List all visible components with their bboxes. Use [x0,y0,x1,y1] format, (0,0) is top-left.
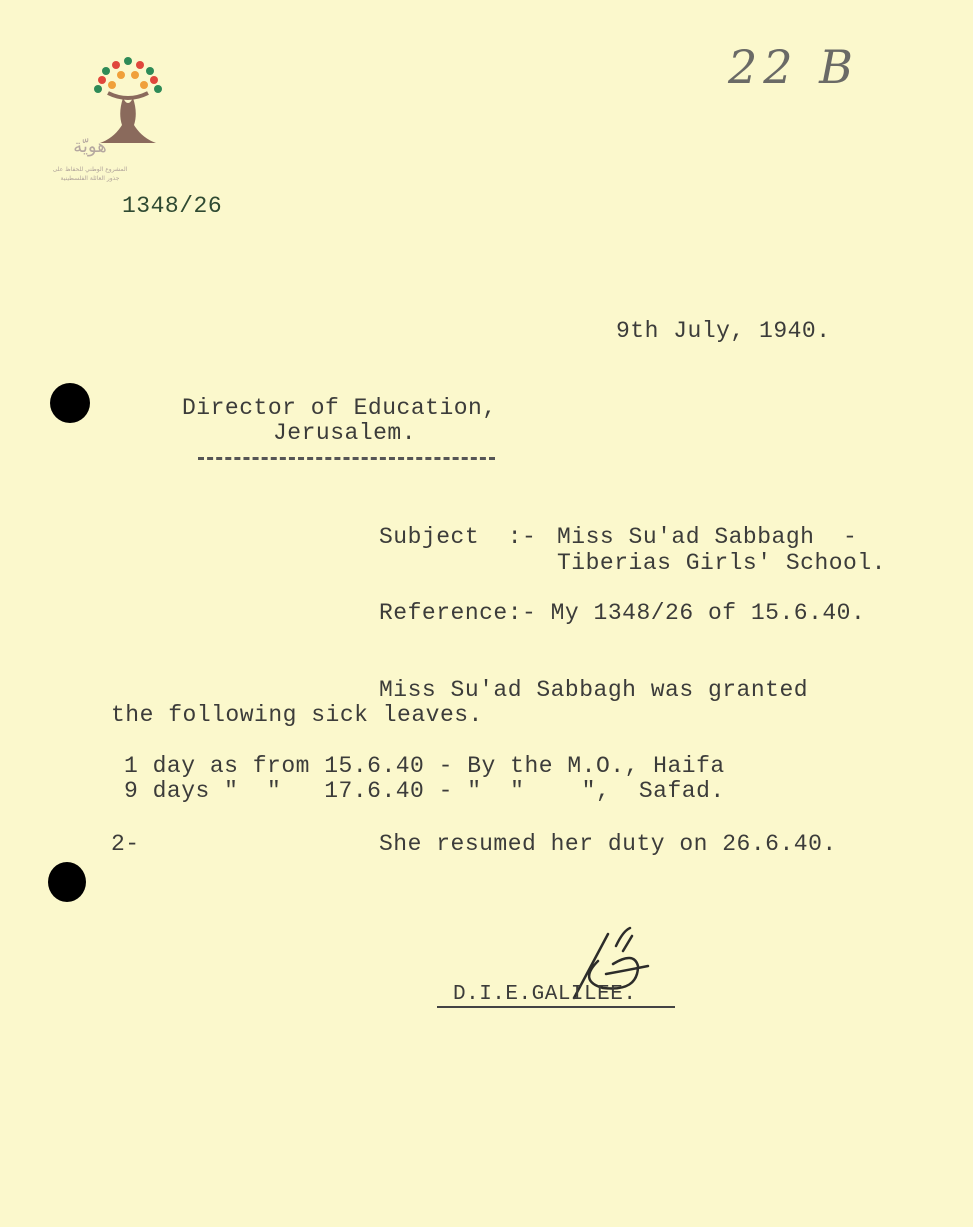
logo-tagline-1: المشروع الوطني للحفاظ على [52,166,128,173]
signature-underline [437,1006,675,1008]
subject-label: Subject :- [379,524,537,550]
signature-block: D.I.E.GALILEE. [453,983,637,1006]
letter-date: 9th July, 1940. [616,318,831,344]
leave-entry-1: 1 day as from 15.6.40 - By the M.O., Haifa [124,753,725,779]
subject-line-1: Miss Su'ad Sabbagh - [557,524,858,550]
punch-hole-bottom [48,862,86,902]
leave-entry-2: 9 days " " 17.6.40 - " " ", Safad. [124,778,725,804]
body-para1-line2: the following sick leaves. [111,702,483,728]
addressee-line-2: Jerusalem. [273,420,417,446]
addressee-dashed-rule [198,457,495,460]
para2-number: 2- [111,831,140,857]
body-para1-line1: Miss Su'ad Sabbagh was granted [379,677,809,703]
heritage-tree-logo [50,35,130,135]
subject-line-2: Tiberias Girls' School. [557,550,886,576]
handwritten-folio-number: 22 B [728,40,859,94]
addressee-line-1: Director of Education, [182,395,497,421]
file-number: 1348/26 [122,193,223,219]
punch-hole-top [50,383,90,423]
reference-line: Reference:- My 1348/26 of 15.6.40. [379,600,866,626]
logo-tagline-2: جذور العائلة الفلسطينية [60,175,120,182]
para2-text: She resumed her duty on 26.6.40. [379,831,837,857]
logo-arabic-name: هويّة [73,136,107,157]
handwritten-signature [530,908,620,983]
